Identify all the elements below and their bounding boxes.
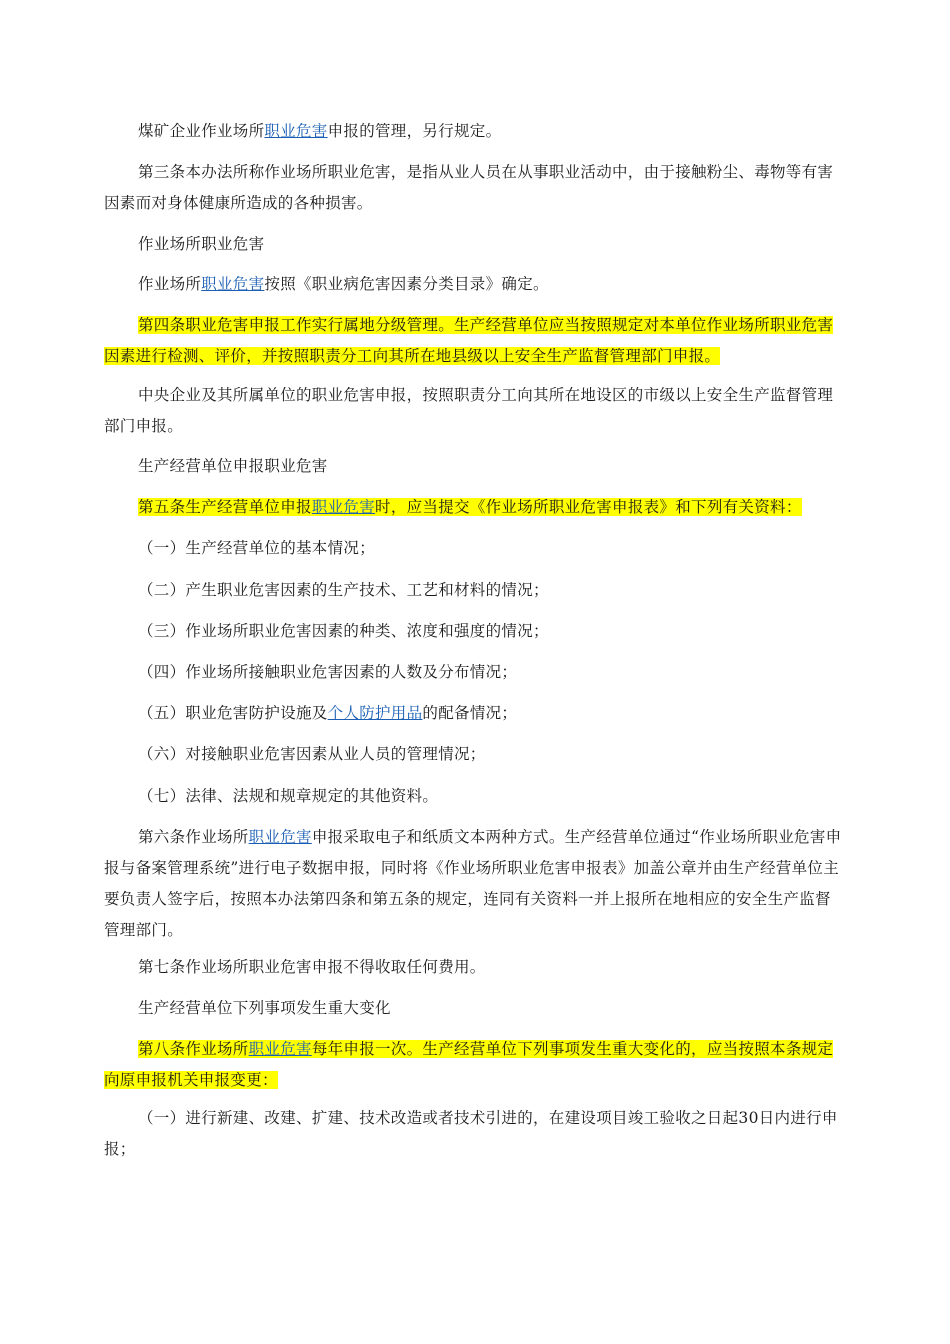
text: 的配备情况； [422,704,518,722]
link-occupational-hazard[interactable]: 职业危害 [248,828,312,846]
text: 第五条生产经营单位申报 [138,498,312,516]
list-item-5 [104,698,844,729]
paragraph-article-8 [104,1034,844,1096]
list-item-3: （三）作业场所职业危害因素的种类、浓度和强度的情况； [138,622,549,640]
text: 第六条作业场所 [138,828,249,846]
paragraph-heading-workplace-hazard: 作业场所职业危害 [138,235,265,253]
link-occupational-hazard[interactable]: 职业危害 [311,498,376,516]
link-occupational-hazard[interactable]: 职业危害 [201,275,265,293]
paragraph-coal-mine [104,116,844,147]
link-occupational-hazard[interactable]: 职业危害 [264,122,328,140]
list-item-2: （二）产生职业危害因素的生产技术、工艺和材料的情况； [138,581,549,599]
text: 作业场所 [138,275,202,293]
text: 时，应当提交《作业场所职业危害申报表》和下列有关资料： [375,498,802,516]
link-occupational-hazard[interactable]: 职业危害 [248,1040,312,1058]
list-item-4: （四）作业场所接触职业危害因素的人数及分布情况； [138,663,518,681]
text: 按照《职业病危害因素分类目录》确定。 [264,275,549,293]
link-personal-protective-equipment[interactable]: 个人防护用品 [327,704,423,722]
paragraph-article-6 [104,822,844,946]
highlighted-text: 第四条职业危害申报工作实行属地分级管理。生产经营单位应当按照规定对本单位作业场所职业危害因素进行检测、评价，并按照职责分工向其所在地县级以上安全生产监督管理部门申报。 [104,316,834,365]
highlighted-text [138,498,802,516]
paragraph-heading-unit-report: 生产经营单位申报职业危害 [138,457,328,475]
paragraph-article-7: 第七条作业场所职业危害申报不得收取任何费用。 [138,958,486,976]
paragraph-article-5 [104,492,844,523]
list-item-1: （一）生产经营单位的基本情况； [138,539,376,557]
highlighted-text [104,1040,833,1089]
text: 第八条作业场所 [138,1040,249,1058]
text: 申报采取电子和纸质文本两种方式。生产经营单位通过“作业场所职业危害申报与备案管理系统”进行电子数据申报，同时将《作业场所职业危害申报表》加盖公章并由生产经营单位主要负责人签字后，按照本办法第四条和第五条的规定，连同有关资料一并上报所在地相应的安全生产监督管理部门。 [104,828,842,939]
list-item-new-construction: （一）进行新建、改建、扩建、技术改造或者技术引进的，在建设项目竣工验收之日起30日内进行申报； [104,1109,838,1158]
paragraph-article-3: 第三条本办法所称作业场所职业危害，是指从业人员在从事职业活动中，由于接触粉尘、毒物等有害因素而对身体健康所造成的各种损害。 [104,163,834,212]
text: 煤矿企业作业场所 [138,122,265,140]
paragraph-heading-major-changes: 生产经营单位下列事项发生重大变化 [138,999,391,1017]
paragraph-central-enterprises: 中央企业及其所属单位的职业危害申报，按照职责分工向其所在地设区的市级以上安全生产监督管理部门申报。 [104,386,834,435]
paragraph-hazard-catalog [104,269,844,300]
text: 申报的管理，另行规定。 [327,122,502,140]
list-item-7: （七）法律、法规和规章规定的其他资料。 [138,787,439,805]
text: （五）职业危害防护设施及 [138,704,328,722]
list-item-6: （六）对接触职业危害因素从业人员的管理情况； [138,745,486,763]
text: 每年申报一次。生产经营单位下列事项发生重大变化的，应当按照本条规定向原申报机关申报变更： [104,1040,834,1089]
paragraph-article-4 [104,310,844,372]
